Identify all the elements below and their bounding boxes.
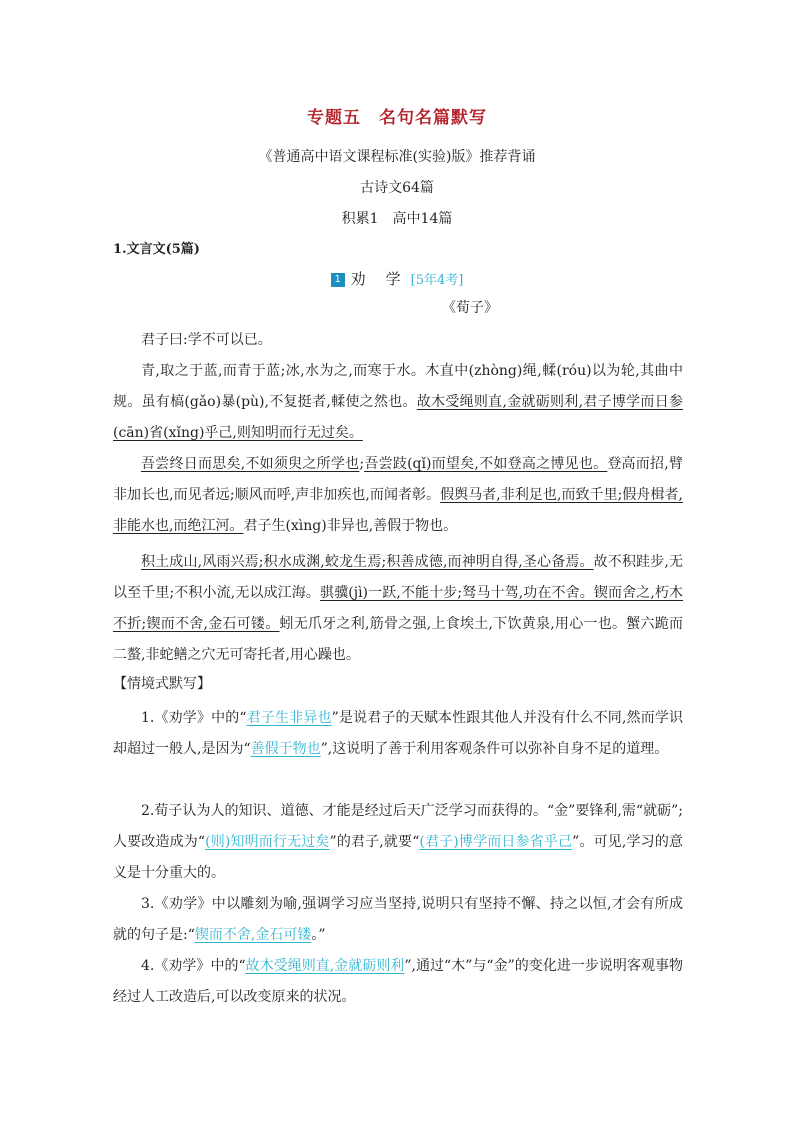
underlined-sentence: 故木受绳则直,金就砺则利,君子博学而日参(cān)省(xǐng)乎己,则知明而行无过矣。	[113, 394, 683, 441]
answer-blank: 锲而不舍,金石可镂	[194, 927, 312, 943]
passage-paragraph-3: 吾尝终日而思矣,不如须臾之所学也;吾尝跂(qǐ)而望矣,不如登高之博见也。登高而招,臂非加长也,而见者远;顺风而呼,声非加疾也,而闻者彰。假舆马者,非利足也,而致千里;假舟楫者,非能水也,而绝江河。君子生(xìng)非异也,善假于物也。	[113, 456, 683, 534]
lesson-name: 劝学	[350, 270, 421, 288]
lesson-author: 《荀子》	[442, 300, 498, 316]
underlined-sentence: 假舆马者,非利足也,而致千里;假舟楫者,非能水也,而绝江河。	[113, 487, 683, 534]
exercise-question-3: 3.《劝学》中以雕刻为喻,强调学习应当坚持,说明只有坚持不懈、持之以恒,才会有所成就的句子是:“锲而不舍,金石可镂。”	[113, 896, 683, 943]
exercise-question-1: 1.《劝学》中的“君子生非异也”是说君子的天赋本性跟其他人并没有什么不同,然而学识却超过一般人,是因为“善假于物也”,这说明了善于利用客观条件可以弥补自身不足的道理。	[113, 710, 684, 757]
underlined-sentence: 吾尝终日而思矣,不如须臾之所学也	[141, 456, 360, 472]
lesson-number-badge: 1	[331, 273, 345, 287]
page-title: 专题五 名句名篇默写	[307, 108, 487, 128]
accumulation-line: 积累1 高中14篇	[341, 211, 453, 227]
underlined-sentence: 骐骥(jì)一跃,不能十步;驽马十驾,功在不舍。锲而舍之,朽木不折;锲而不舍,金石可镂。	[113, 585, 684, 632]
exercise-question-4: 4.《劝学》中的“故木受绳则直,金就砺则利”,通过“木”与“金”的变化进一步说明客观事物经过人工改造后,可以改变原来的状况。	[113, 958, 683, 1005]
passage-paragraph-4: 积土成山,风雨兴焉;积水成渊,蛟龙生焉;积善成德,而神明自得,圣心备焉。故不积跬步,无以至千里;不积小流,无以成江海。骐骥(jì)一跃,不能十步;驽马十驾,功在不舍。锲而舍之,朽木不折;锲而不舍,金石可镂。蚓无爪牙之利,筋骨之强,上食埃土,下饮黄泉,用心一也。蟹六跪而二螯,非蛇鳝之穴无可寄托者,用心躁也。	[113, 554, 684, 663]
answer-blank: 故木受绳则直,金就砺则利	[245, 958, 405, 974]
answer-blank: (则)知明而行无过矣	[205, 834, 330, 850]
lesson-title	[0, 268, 794, 289]
subtitle: 《普通高中语文课程标准(实验)版》推荐背诵	[258, 149, 536, 165]
answer-blank: (君子)博学而日参省乎己	[419, 834, 573, 850]
passage-paragraph-2: 青,取之于蓝,而青于蓝;冰,水为之,而寒于水。木直中(zhòng)绳,輮(róu)以为轮,其曲中规。虽有槁(gǎo)暴(pù),不复挺者,輮使之然也。故木受绳则直,金就砺则利,君子博学而日参(cān)省(xǐng)乎己,则知明而行无过矣。	[113, 363, 683, 441]
count-line: 古诗文64篇	[360, 180, 434, 196]
underlined-sentence: 吾尝跂(qǐ)而望矣,不如登高之博见也。	[364, 456, 608, 472]
answer-blank: 善假于物也	[250, 741, 321, 757]
underlined-sentence: 积土成山,风雨兴焉;积水成渊,蛟龙生焉;积善成德,而神明自得,圣心备焉。	[141, 554, 594, 570]
answer-blank: 君子生非异也	[246, 710, 332, 726]
lesson-exam-tag: [5年4考]	[410, 273, 464, 288]
passage-paragraph-1: 君子曰:学不可以已。	[141, 332, 272, 348]
section-heading: 1.文言文(5篇)	[113, 242, 200, 257]
exercise-question-2: 2.荀子认为人的知识、道德、才能是经过后天广泛学习而获得的。“金”要锋利,需“就砺”;人要改造成为“(则)知明而行无过矣”的君子,就要“(君子)博学而日参省乎己”。可见,学习的意义是十分重大的。	[113, 803, 683, 881]
exercise-heading: 【情境式默写】	[113, 676, 211, 692]
